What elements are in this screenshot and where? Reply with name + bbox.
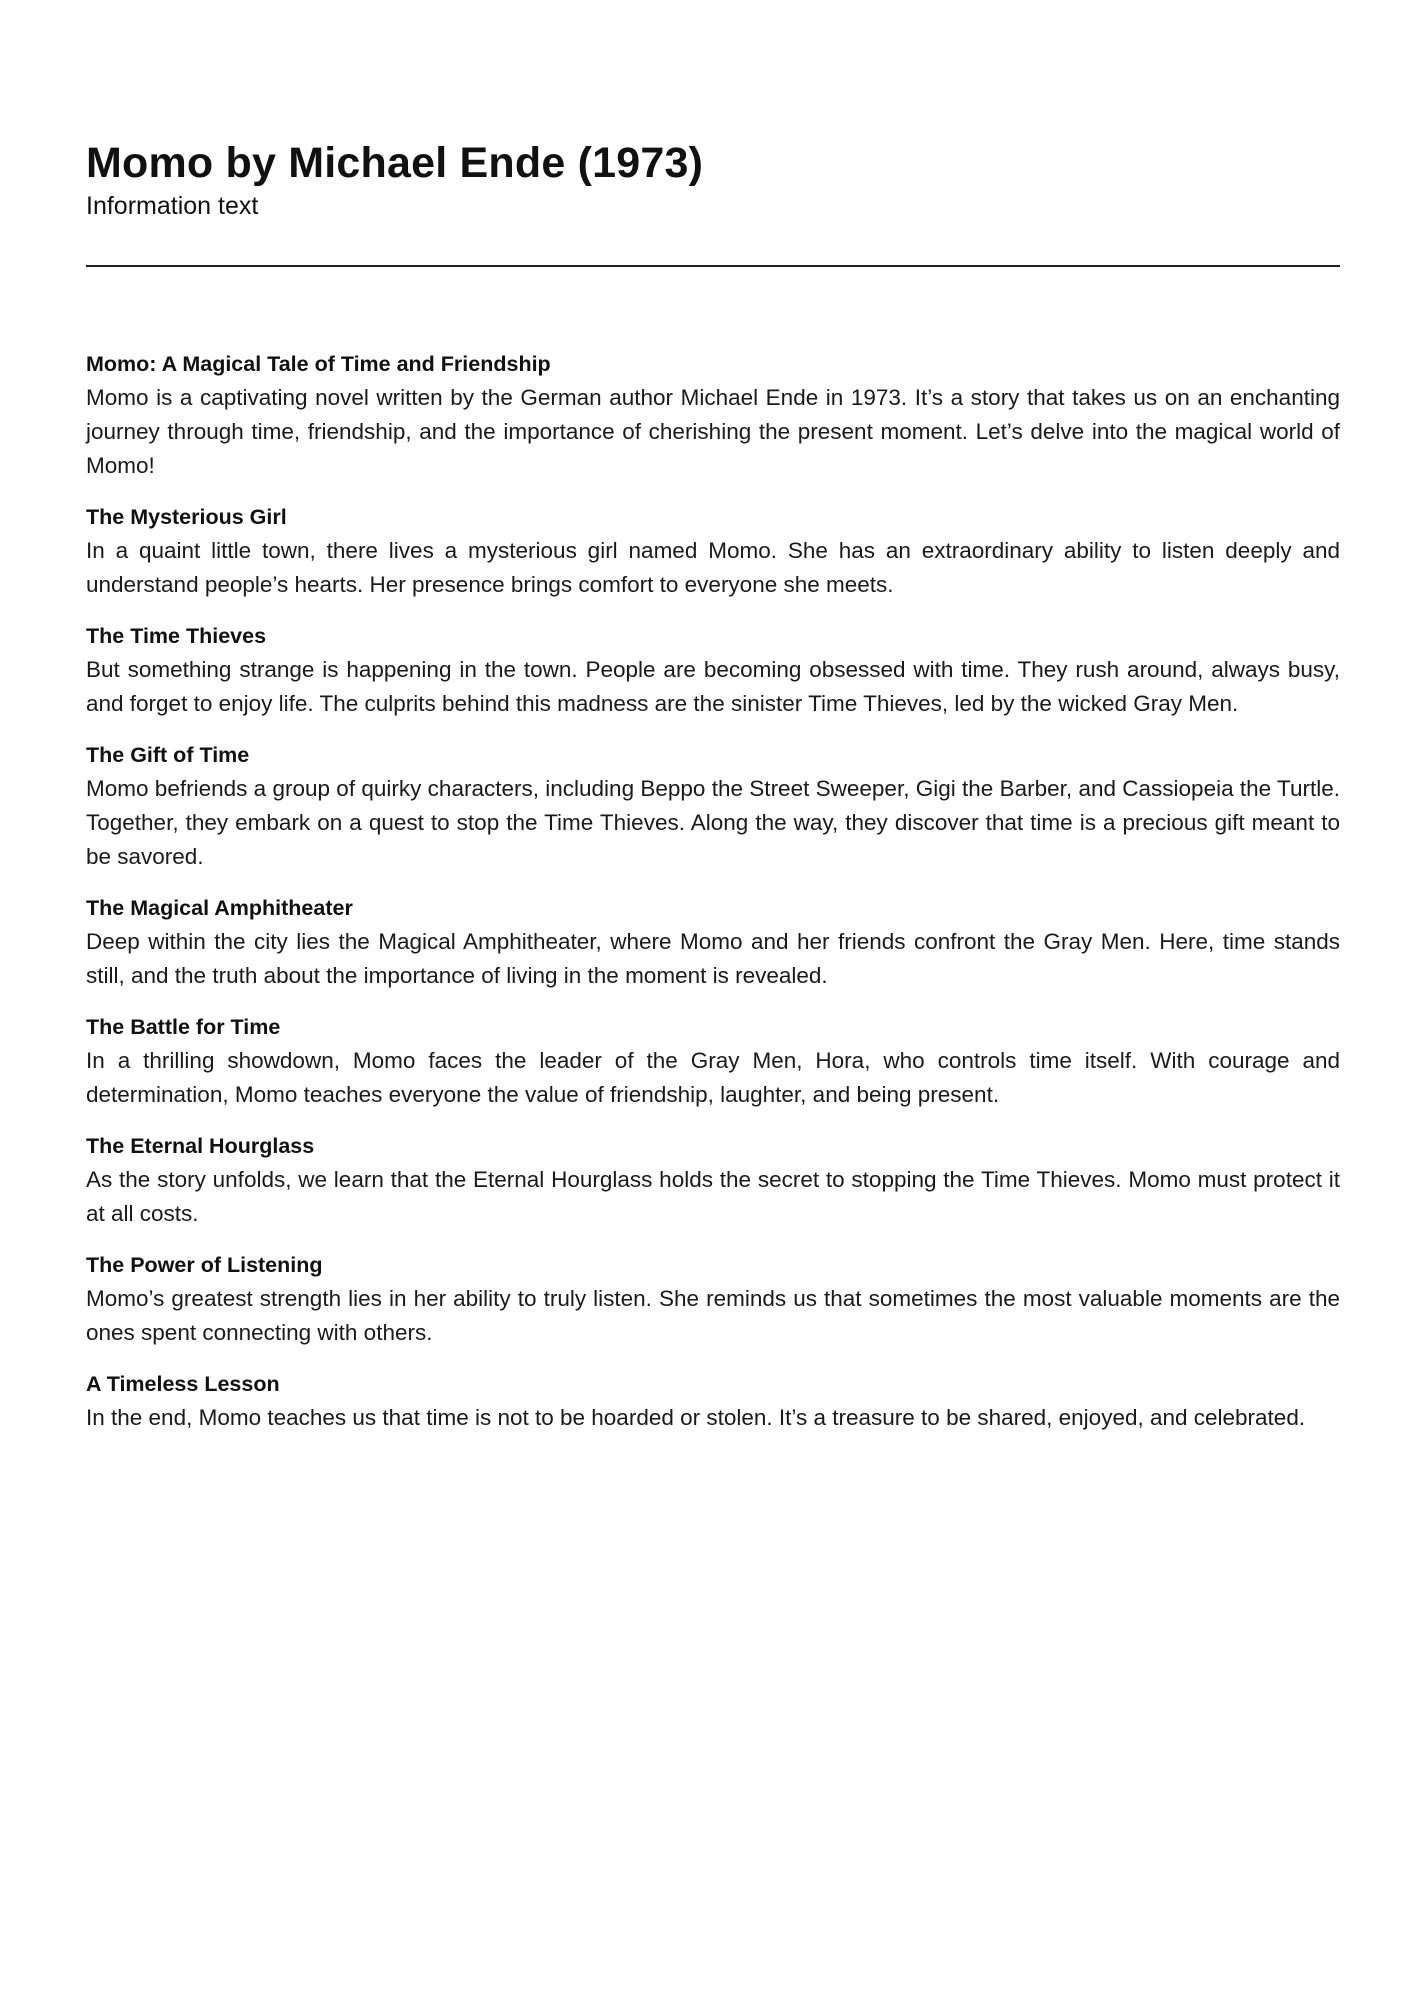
section-heading: The Power of Listening	[86, 1253, 323, 1277]
section-heading: The Eternal Hourglass	[86, 1134, 315, 1158]
document-page	[86, 0, 1340, 1452]
section-body: Momo is a captivating novel written by the German author Michael Ende in 1973. It’s a story that takes us on an enchanting journey through time, friendship, and the importance of cherishing the present moment. Let’s delve into the magical world of Momo!	[86, 385, 1340, 478]
title-divider	[86, 265, 1340, 267]
section-heading: A Timeless Lesson	[86, 1372, 280, 1396]
section-magical-amphitheater	[86, 891, 1340, 993]
section-mysterious-girl	[86, 500, 1340, 602]
section-body: In a thrilling showdown, Momo faces the leader of the Gray Men, Hora, who controls time itself. With courage and determination, Momo teaches everyone the value of friendship, laughter, and being present.	[86, 1048, 1340, 1107]
document-subtitle: Information text	[86, 192, 259, 220]
section-body: In the end, Momo teaches us that time is not to be hoarded or stolen. It’s a treasure to be shared, enjoyed, and celebrated.	[86, 1405, 1306, 1430]
section-body: Momo’s greatest strength lies in her ability to truly listen. She reminds us that sometimes the most valuable moments are the ones spent connecting with others.	[86, 1286, 1340, 1345]
section-heading: The Battle for Time	[86, 1015, 281, 1039]
section-heading: The Magical Amphitheater	[86, 896, 353, 920]
section-time-thieves	[86, 619, 1340, 721]
section-intro	[86, 347, 1340, 483]
section-body: As the story unfolds, we learn that the Eternal Hourglass holds the secret to stopping the Time Thieves. Momo must protect it at all costs.	[86, 1167, 1340, 1226]
section-power-of-listening	[86, 1248, 1340, 1350]
document-title: Momo by Michael Ende (1973)	[86, 139, 704, 187]
section-gift-of-time	[86, 738, 1340, 874]
section-body: Momo befriends a group of quirky characters, including Beppo the Street Sweeper, Gigi the Barber, and Cassiopeia the Turtle. Together, they embark on a quest to stop the Time Thieves. Along the way, they discover that time is a precious gift meant to be savored.	[86, 776, 1340, 869]
section-heading: Momo: A Magical Tale of Time and Friendship	[86, 352, 551, 376]
section-timeless-lesson	[86, 1367, 1340, 1435]
section-body: In a quaint little town, there lives a mysterious girl named Momo. She has an extraordinary ability to listen deeply and understand people’s hearts. Her presence brings comfort to everyone she meets.	[86, 538, 1340, 597]
section-body: But something strange is happening in the town. People are becoming obsessed with time. They rush around, always busy, and forget to enjoy life. The culprits behind this madness are the sinister Time Thieves, led by the wicked Gray Men.	[86, 657, 1340, 716]
section-body: Deep within the city lies the Magical Amphitheater, where Momo and her friends confront the Gray Men. Here, time stands still, and the truth about the importance of living in the moment is revealed.	[86, 929, 1340, 988]
sections	[86, 347, 1340, 1435]
section-heading: The Mysterious Girl	[86, 505, 287, 529]
section-heading: The Time Thieves	[86, 624, 267, 648]
section-heading: The Gift of Time	[86, 743, 250, 767]
section-battle-for-time	[86, 1010, 1340, 1112]
section-eternal-hourglass	[86, 1129, 1340, 1231]
